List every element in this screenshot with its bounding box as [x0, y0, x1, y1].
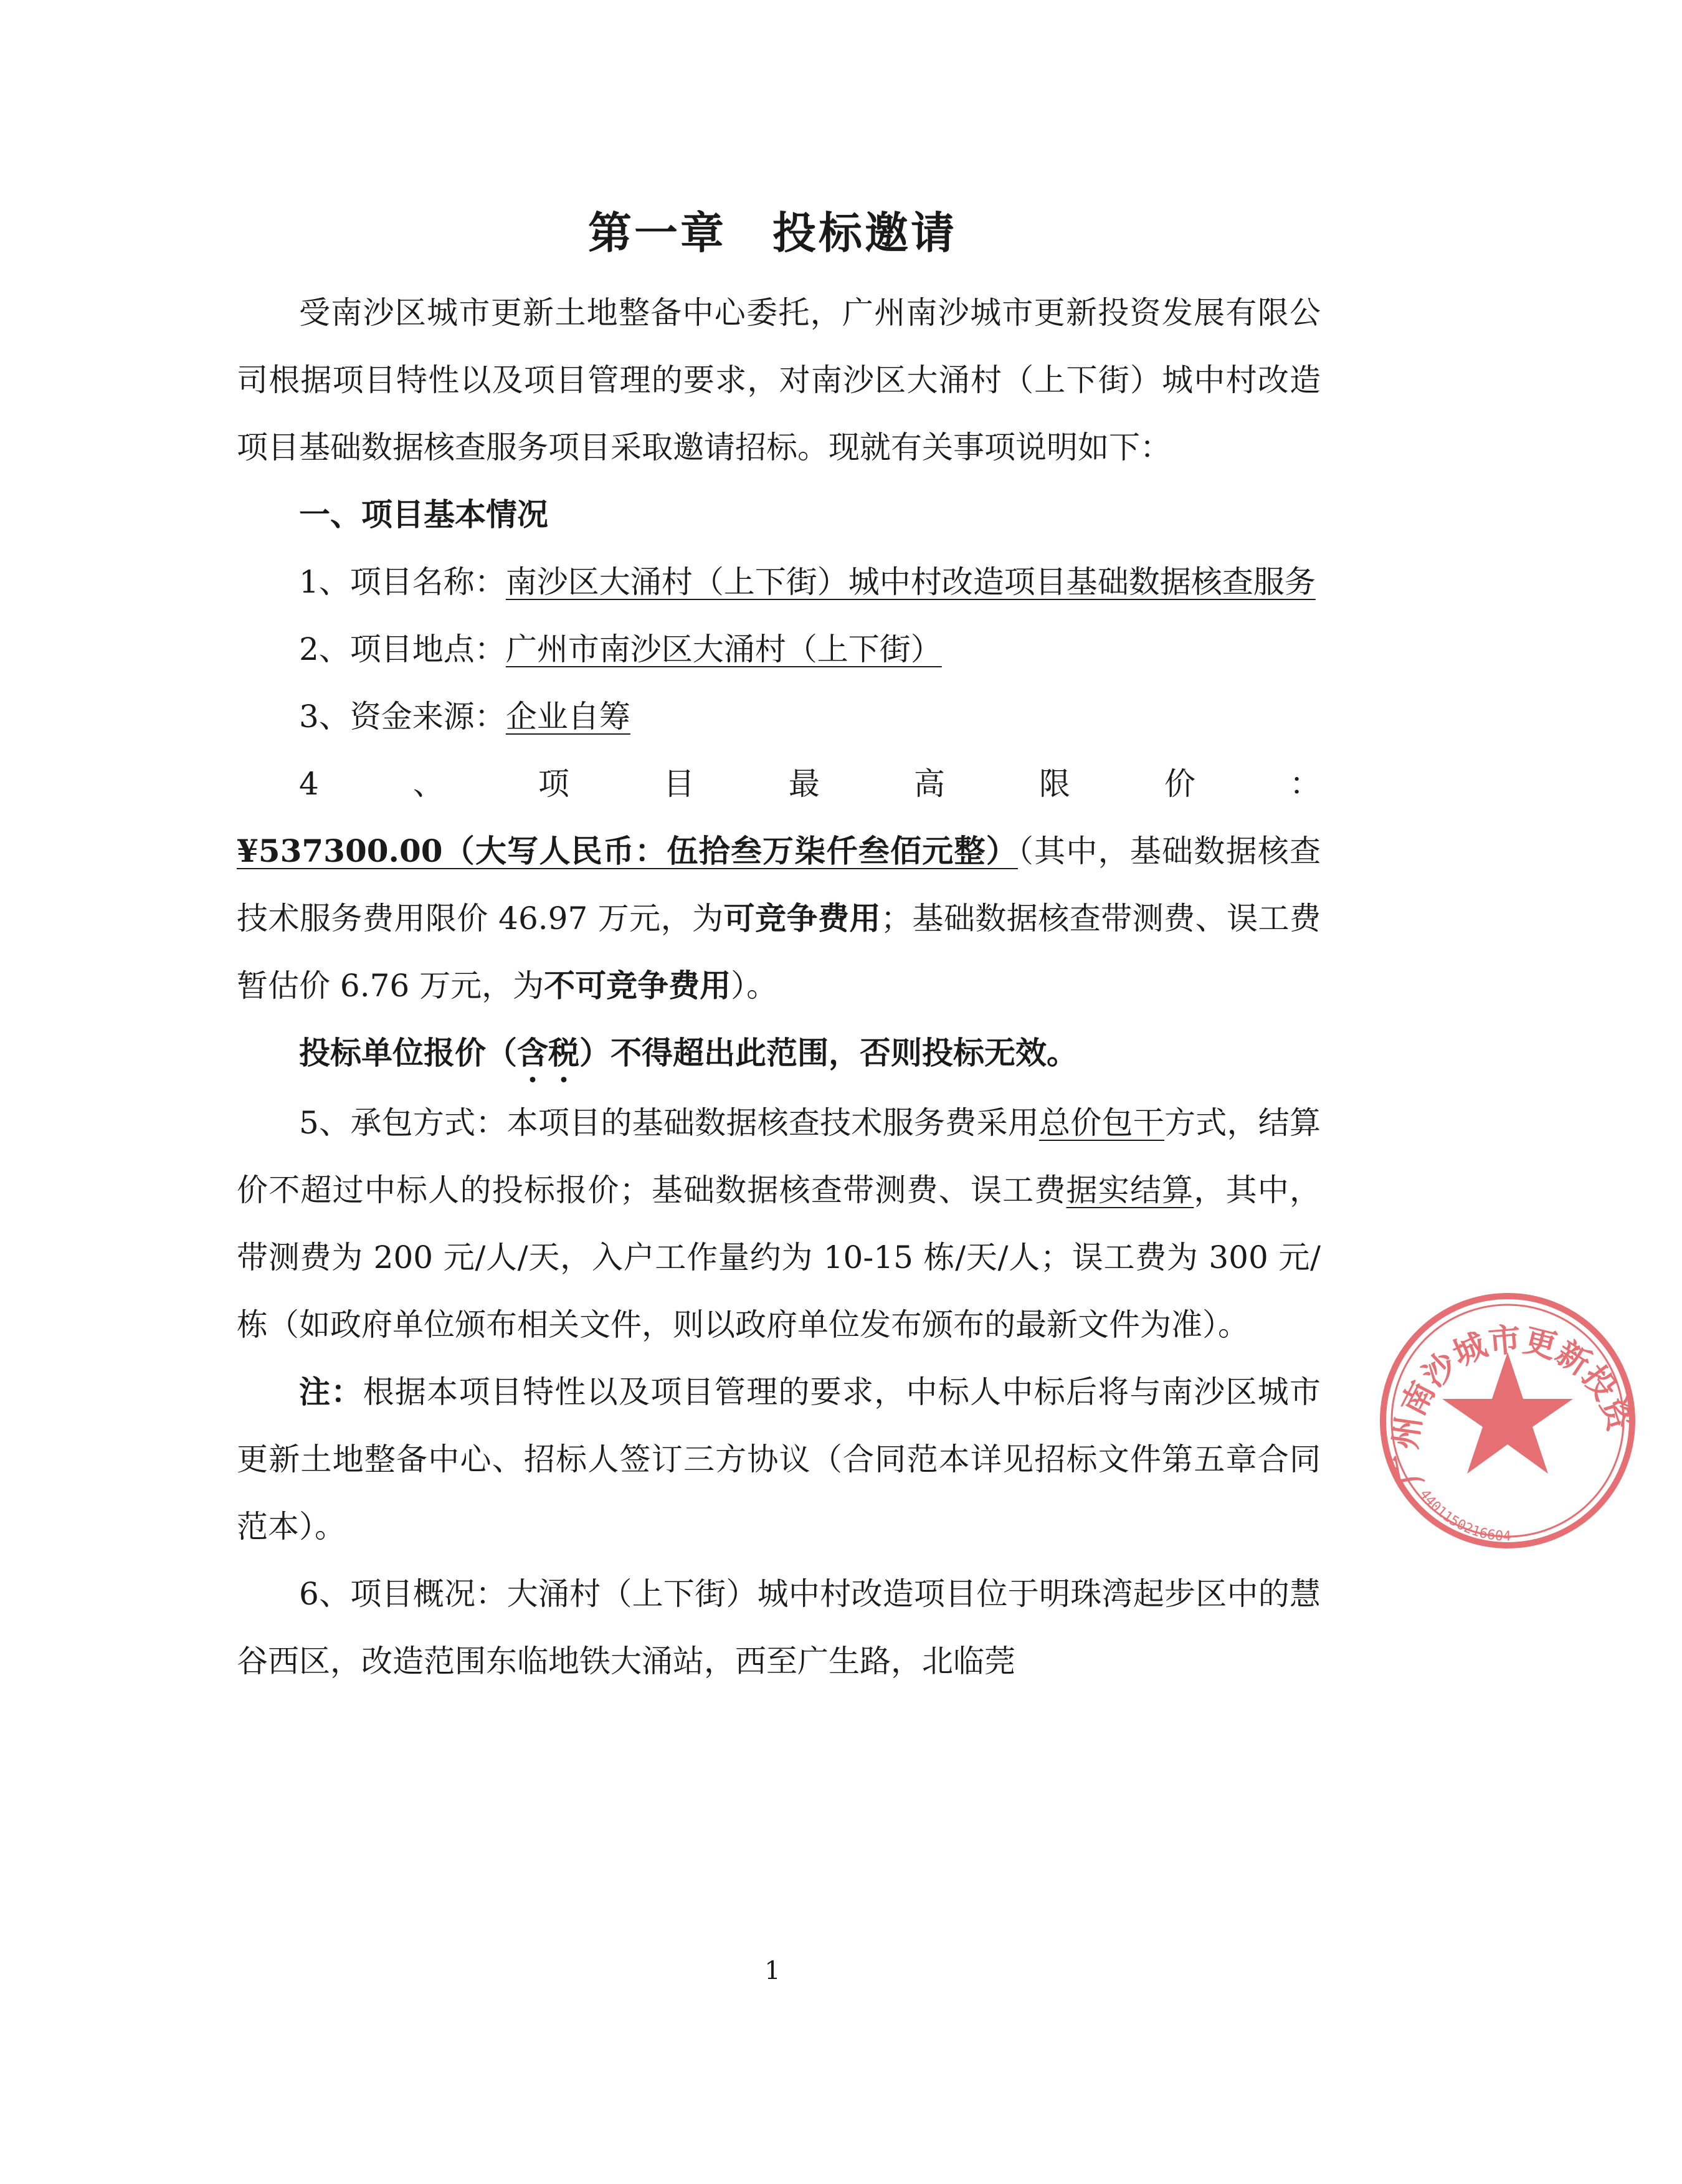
lump-sum-term: 总价包干 [1038, 1105, 1164, 1141]
item-contract-method [237, 1089, 1321, 1358]
company-seal-stamp [1333, 1284, 1640, 1558]
page-number: 1 [764, 1957, 781, 1985]
item-project-name [237, 548, 1321, 616]
item-max-price [237, 750, 1321, 1019]
document-body [237, 279, 1321, 1695]
item-project-location [237, 616, 1321, 683]
item-label: 2、项目地点： [299, 631, 506, 667]
section-heading: 一、项目基本情况 [299, 496, 548, 533]
contract-text: 5、承包方式：本项目的基础数据核查技术服务费采用 [299, 1105, 1039, 1141]
notice-text: ）不得超出此范围，否则投标无效。 [579, 1034, 1078, 1071]
item-value: 企业自筹 [505, 699, 630, 735]
note-text: 根据本项目特性以及项目管理的要求，中标人中标后将与南沙区城市更新土地整备中心、招标人签订三方协议（合同范本详见招标文件第五章合同范本）。 [237, 1374, 1321, 1545]
bid-price-notice [237, 1019, 1321, 1089]
chapter-title: 第一章 投标邀请 [588, 207, 957, 259]
actual-settlement-term: 据实结算 [1066, 1172, 1194, 1208]
max-price-value: ¥537300.00（大写人民币：伍拾叁万柒仟叁佰元整） [237, 832, 1018, 869]
intro-paragraph: 受南沙区城市更新土地整备中心委托，广州南沙城市更新投资发展有限公司根据项目特性以及项目管理的要求，对南沙区大涌村（上下街）城中村改造项目基础数据核查服务项目采取邀请招标。现就有关事项说明如下： [237, 295, 1321, 465]
item-label: 3、资金来源： [299, 699, 506, 735]
item-label: 4、项目最高限价： [299, 766, 1321, 802]
contract-text: 方式，结算价不超过中标人的投标报价；基础数据核查带测费、误工费 [237, 1105, 1321, 1208]
item-value: 南沙区大涌村（上下街）城中村改造项目基础数据核查服务 [505, 564, 1316, 600]
note-paragraph [237, 1358, 1321, 1560]
seal-graphic [1333, 1284, 1682, 1558]
item-fund-source [237, 683, 1321, 750]
item-project-overview: 6、项目概况：大涌村（上下街）城中村改造项目位于明珠湾起步区中的慧谷西区，改造范围东临地铁大涌站，西至广生路，北临莞 [237, 1576, 1321, 1679]
price-detail-text: ；基础数据核查带测费、误工费暂估价 6.76 万元，为 [237, 900, 1321, 1004]
seal-number: 4401150216604 [1416, 1487, 1511, 1545]
price-detail-text: ）。 [731, 968, 778, 1004]
item-value: 广州市南沙区大涌村（上下街） [505, 631, 942, 667]
note-label: 注： [299, 1373, 363, 1410]
price-detail-text: （其中，基础数据核查技术服务费用限价 46.97 万元，为 [237, 833, 1321, 937]
notice-text: 投标单位报价（ [299, 1034, 517, 1071]
item-label: 1、项目名称： [299, 564, 506, 600]
competitive-fee-label: 可竞争费用 [723, 900, 881, 937]
seal-text: 广州南沙城市更新投资 [1386, 1320, 1640, 1489]
contract-text: ，其中，带测费为 200 元/人/天，入户工作量约为 10-15 栋/天/人；误工费为 300 元/栋（如政府单位颁布相关文件，则以政府单位发布颁布的最新文件为准）。 [237, 1172, 1321, 1343]
tax-included-emphasis: 含税 [517, 1034, 579, 1071]
non-competitive-fee-label: 不可竞争费用 [544, 967, 731, 1004]
